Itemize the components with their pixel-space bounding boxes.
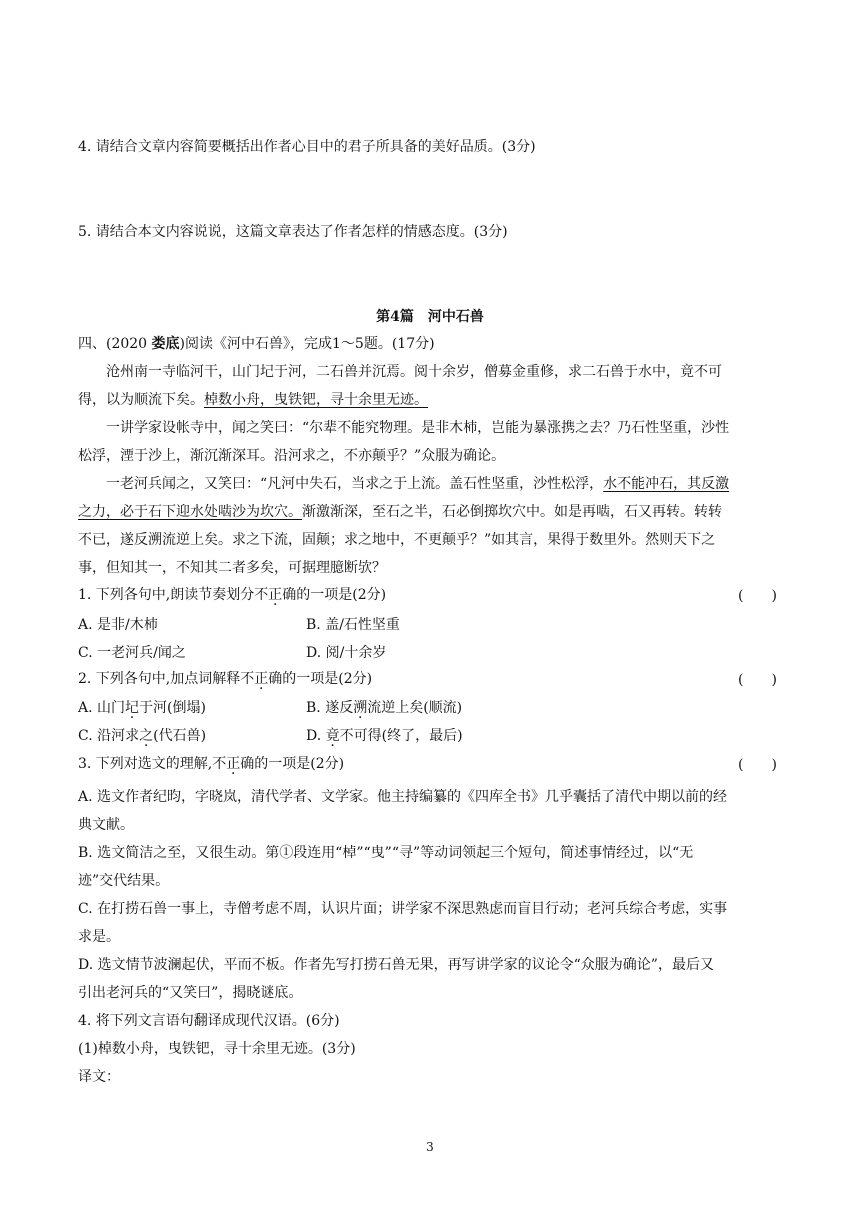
question-4-top: 4. 请结合文章内容简要概括出作者心目中的君子所具备的美好品质。(3分)	[78, 139, 536, 155]
passage-p3-line2: 之力，必于石下迎水处啮沙为坎穴。渐激渐深，至石之半，石必倒掷坎穴中。如是再啮，石又再转。转转	[78, 504, 722, 520]
passage-p2-line1: 一讲学家设帐寺中，闻之笑曰：“尔辈不能究物理。是非木杮，岂能为暴涨携之去？乃石性坚重，沙性	[106, 420, 730, 436]
option-a-line1: A. 选文作者纪昀，字晓岚，清代学者、文学家。他主持编纂的《四库全书》几乎囊括了清代中期以前的经	[78, 789, 728, 805]
option-c-line1: C. 在打捞石兽一事上，寺僧考虑不周，认识片面；讲学家不深思熟虑而盲目行动；老河兵综合考虑，实事	[78, 901, 728, 917]
question-3-stem: 3. 下列对选文的理解,不正确的一项是(2分)	[78, 756, 345, 772]
option-a: A. 山门圮于河(倒塌)	[78, 700, 206, 716]
page-number: 3	[426, 1140, 434, 1154]
passage-p1-line2: 得，以为顺流下矣。棹数小舟，曳铁钯，寻十余里无迹。	[78, 392, 428, 408]
question-4-sentence-1: (1)棹数小舟，曳铁钯，寻十余里无迹。(3分)	[78, 1041, 356, 1057]
option-a-line2: 典文献。	[78, 817, 134, 833]
option-a: A. 是非/木杮	[78, 617, 158, 633]
option-d-line2: 引出老河兵的“又笑曰”，揭晓谜底。	[78, 985, 303, 1001]
option-d-line1: D. 选文情节波澜起伏，平而不板。作者先写打捞石兽无果，再写讲学家的议论令“众服为确论”，最后又	[78, 957, 714, 973]
option-d: D. 阅/十余岁	[306, 645, 387, 661]
option-c: C. 沿河求之(代石兽)	[78, 728, 207, 744]
passage-p3-line4: 事，但知其一，不知其二者多矣，可据理臆断欤？	[78, 560, 386, 576]
question-2-stem: 2. 下列各句中,加点词解释不正确的一项是(2分)	[78, 671, 373, 687]
question-1-stem: 1. 下列各句中,朗读节奏划分不正确的一项是(2分)	[78, 587, 387, 603]
translation-label: 译文：	[78, 1069, 120, 1085]
answer-blank: ( )	[738, 672, 777, 688]
passage-p3-line3: 不已，遂反溯流逆上矣。求之下流，固颠；求之地中，不更颠乎？”如其言，果得于数里外。然则天下之	[78, 532, 716, 548]
answer-blank: ( )	[738, 588, 777, 604]
option-b: B. 盖/石性坚重	[306, 617, 400, 633]
passage-p1-line1: 沧州南一寺临河干，山门圮于河，二石兽并沉焉。阅十余岁，僧募金重修，求二石兽于水中，竟不可	[106, 364, 722, 380]
option-d: D. 竟不可得(终了，最后)	[306, 728, 463, 744]
answer-blank: ( )	[738, 757, 777, 773]
option-b: B. 遂反溯流逆上矣(顺流)	[306, 700, 463, 716]
option-c-line2: 求是。	[78, 929, 120, 945]
question-5-top: 5. 请结合本文内容说说，这篇文章表达了作者怎样的情感态度。(3分)	[78, 224, 508, 240]
option-b-line2: 迹”交代结果。	[78, 873, 170, 889]
passage-p2-line2: 松浮，湮于沙上，渐沉渐深耳。沿河求之，不亦颠乎？”众服为确论。	[78, 448, 506, 464]
option-b-line1: B. 选文简洁之至，又很生动。第①段连用“棹”“曳”“寻”等动词领起三个短句，简述事情经过，以“无	[78, 845, 694, 861]
reading-intro: 四、(2020 娄底)阅读《河中石兽》，完成1～5题。(17分)	[78, 336, 435, 352]
section-title: 第4篇 河中石兽	[376, 309, 484, 325]
passage-p3-line1: 一老河兵闻之，又笑曰：“凡河中失石，当求之于上流。盖石性坚重，沙性松浮，水不能冲石，其反激	[106, 476, 730, 492]
question-4-stem: 4. 将下列文言语句翻译成现代汉语。(6分)	[78, 1013, 340, 1029]
option-c: C. 一老河兵/闻之	[78, 645, 186, 661]
